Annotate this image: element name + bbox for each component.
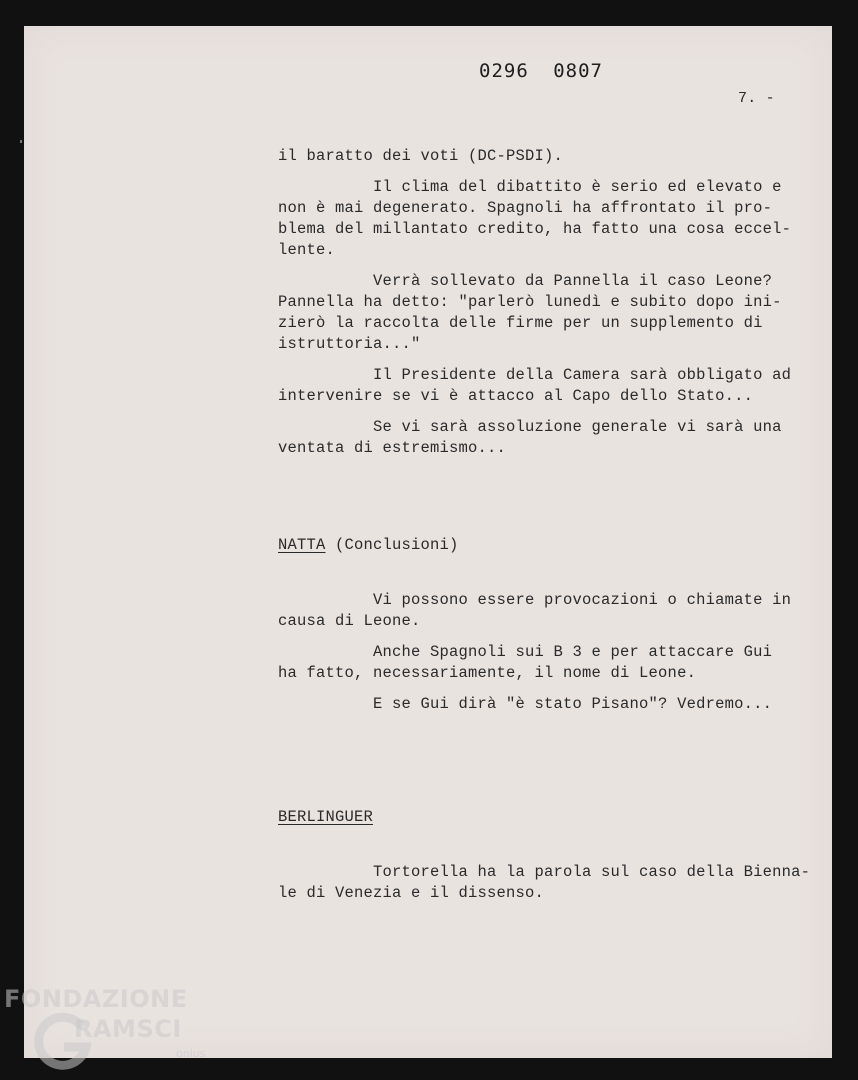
- line: lente.: [278, 241, 336, 259]
- opening-text-block: [278, 146, 818, 469]
- line: Se vi sarà assoluzione generale vi sarà una: [278, 418, 782, 436]
- paragraph-5: [278, 417, 818, 459]
- line: istruttoria...": [278, 335, 421, 353]
- line: Pannella ha detto: "parlerò lunedì e subito dopo ini-: [278, 293, 782, 311]
- speaker-name-berlinguer: BERLINGUER: [278, 808, 374, 826]
- line: intervenire se vi è attacco al Capo dello Stato...: [278, 387, 754, 405]
- berlinguer-heading: [278, 807, 373, 828]
- line: causa di Leone.: [278, 612, 421, 630]
- watermark-suffix: onlus: [176, 1047, 206, 1060]
- berlinguer-paragraph-1: [278, 862, 818, 904]
- line: ventata di estremismo...: [278, 439, 507, 457]
- line: blema del millantato credito, ha fatto una cosa eccel-: [278, 220, 792, 238]
- line: Anche Spagnoli sui B 3 e per attaccare Gui: [278, 643, 773, 661]
- line: non è mai degenerato. Spagnoli ha affrontato il pro-: [278, 199, 773, 217]
- natta-paragraph-3: [278, 694, 818, 715]
- archive-number: 0296 0807: [479, 60, 603, 82]
- line: Il clima del dibattito è serio ed elevato e: [278, 178, 782, 196]
- line: ha fatto, necessariamente, il nome di Leone.: [278, 664, 697, 682]
- watermark-line-2: RAMSCI: [74, 1015, 182, 1043]
- paragraph-3: [278, 271, 818, 355]
- line: il baratto dei voti (DC-PSDI).: [278, 147, 564, 165]
- paragraph-1: [278, 146, 818, 167]
- line: Verrà sollevato da Pannella il caso Leone?: [278, 272, 773, 290]
- natta-note: (Conclusioni): [325, 536, 459, 554]
- natta-text-block: [278, 590, 818, 725]
- line: le di Venezia e il dissenso.: [278, 884, 545, 902]
- line: Tortorella ha la parola sul caso della Bienna-: [278, 863, 811, 881]
- paragraph-2: [278, 177, 818, 261]
- document-page: [24, 26, 832, 1058]
- speaker-name-natta: NATTA: [278, 536, 326, 554]
- line: Vi possono essere provocazioni o chiamate in: [278, 591, 792, 609]
- natta-paragraph-2: [278, 642, 818, 684]
- natta-paragraph-1: [278, 590, 818, 632]
- page-number: 7. -: [738, 90, 775, 107]
- line: zierò la raccolta delle firme per un supplemento di: [278, 314, 763, 332]
- paragraph-4: [278, 365, 818, 407]
- line: E se Gui dirà "è stato Pisano"? Vedremo...: [278, 695, 773, 713]
- natta-heading: [278, 535, 459, 556]
- watermark-line-1: FONDAZIONE: [4, 985, 188, 1013]
- berlinguer-text-block: [278, 862, 818, 914]
- dust-speck: [20, 140, 22, 143]
- fondazione-gramsci-watermark: [0, 985, 215, 1080]
- line: Il Presidente della Camera sarà obbligato ad: [278, 366, 792, 384]
